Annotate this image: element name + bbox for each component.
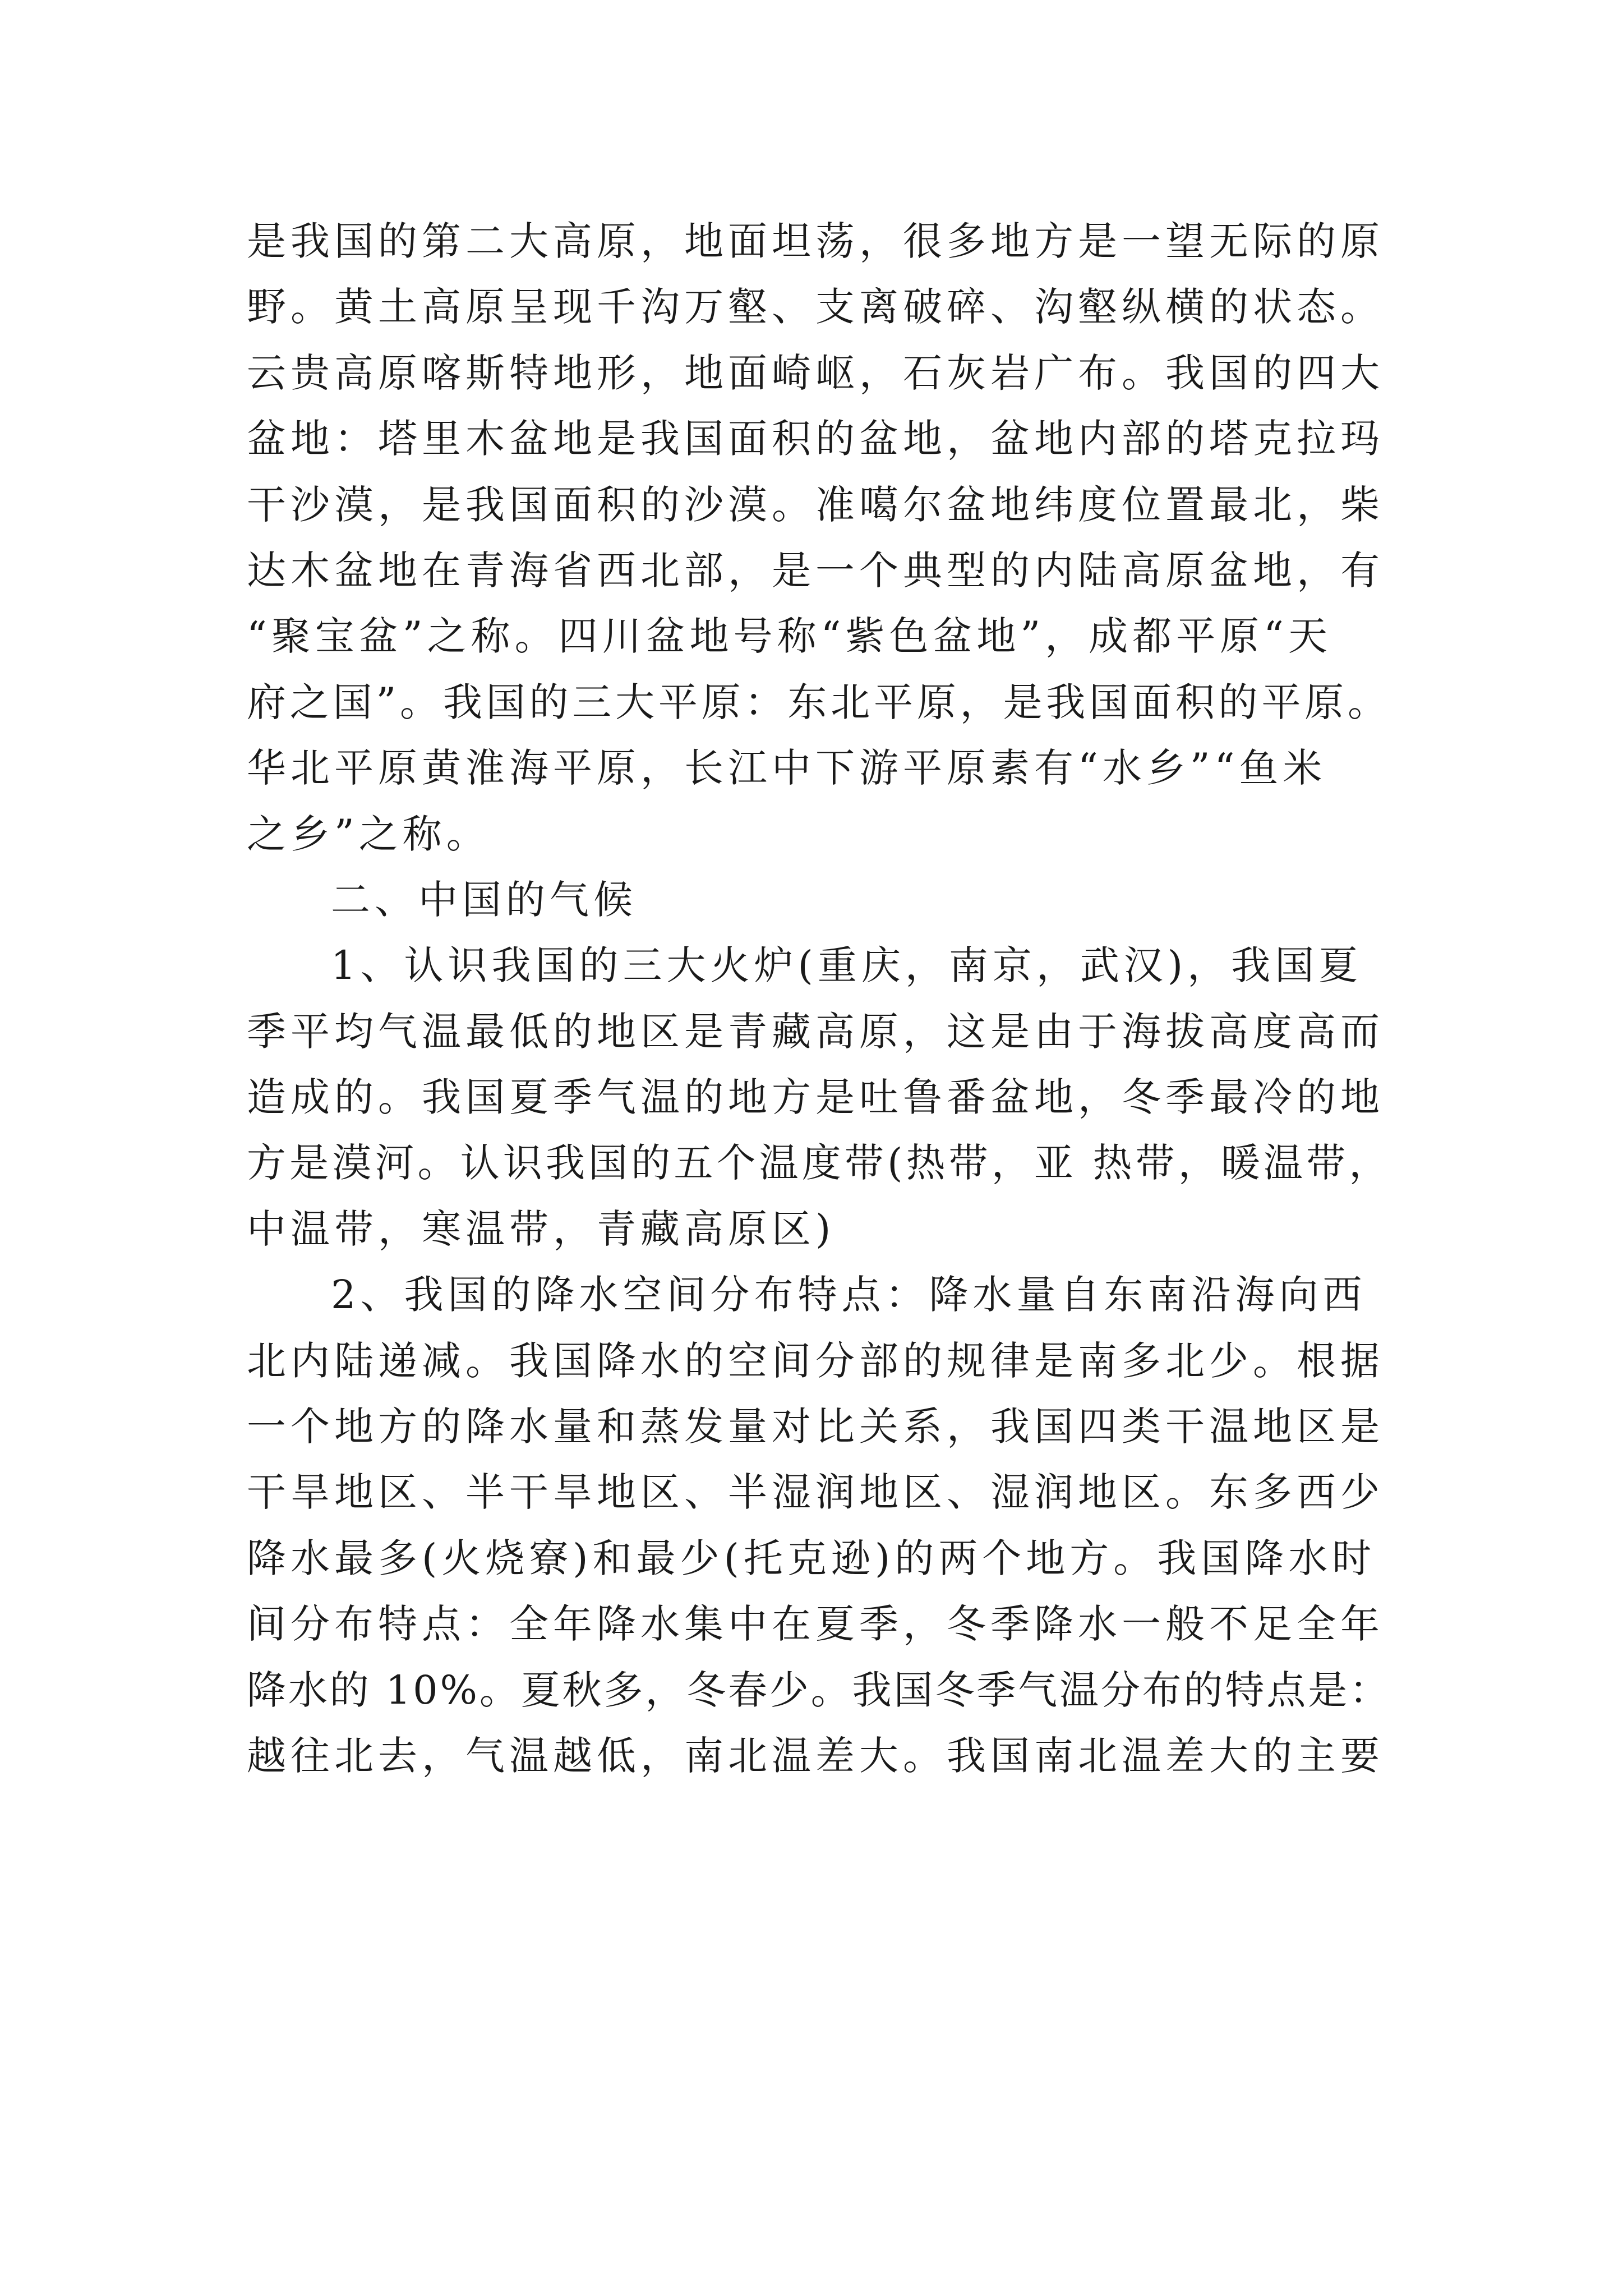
text-line: 中温带，寒温带，青藏高原区) (247, 1205, 836, 1252)
text-line: 盆地：塔里木盆地是我国面积的盆地，盆地内部的塔克拉玛 (247, 416, 1384, 462)
text-line: 造成的。我国夏季气温的地方是吐鲁番盆地，冬季最冷的地 (247, 1074, 1384, 1121)
text-line: 方是漠河。认识我国的五个温度带(热带，亚 热带，暖温带， (247, 1140, 1392, 1186)
text-line: 间分布特点：全年降水集中在夏季，冬季降水一般不足全年 (247, 1601, 1384, 1648)
text-line: 是我国的第二大高原，地面坦荡，很多地方是一望无际的原 (247, 218, 1384, 264)
paragraph-first-line: 1、认识我国的三大火炉(重庆，南京，武汉)，我国夏 (331, 942, 1363, 989)
text-line: 府之国”。我国的三大平原：东北平原，是我国面积的平原。 (247, 679, 1391, 725)
text-line: 华北平原黄淮海平原，长江中下游平原素有“水乡”“鱼米 (247, 745, 1327, 792)
text-line: 干旱地区、半干旱地区、半湿润地区、湿润地区。东多西少 (247, 1469, 1384, 1516)
text-line: 降水的 10%。夏秋多，冬春少。我国冬季气温分布的特点是： (247, 1667, 1391, 1713)
text-line: 云贵高原喀斯特地形，地面崎岖，石灰岩广布。我国的四大 (247, 349, 1384, 396)
text-line: 北内陆递减。我国降水的空间分部的规律是南多北少。根据 (247, 1337, 1384, 1384)
body-text (247, 209, 1392, 1789)
text-line: “聚宝盆”之称。四川盆地号称“紫色盆地”，成都平原“天 (247, 613, 1332, 660)
paragraph-first-line: 二、中国的气候 (331, 876, 637, 923)
text-line: 干沙漠，是我国面积的沙漠。准噶尔盆地纬度位置最北，柴 (247, 481, 1384, 528)
text-line: 之乡”之称。 (247, 811, 490, 857)
text-line: 降水最多(火烧寮)和最少(托克逊)的两个地方。我国降水时 (247, 1535, 1376, 1581)
paragraph-first-line: 2、我国的降水空间分布特点：降水量自东南沿海向西 (331, 1272, 1367, 1318)
text-line: 季平均气温最低的地区是青藏高原，这是由于海拔高度高而 (247, 1008, 1384, 1055)
text-line: 野。黄土高原呈现千沟万壑、支离破碎、沟壑纵横的状态。 (247, 284, 1384, 330)
text-line: 越往北去，气温越低，南北温差大。我国南北温差大的主要 (247, 1732, 1384, 1779)
text-line: 一个地方的降水量和蒸发量对比关系，我国四类干温地区是 (247, 1404, 1384, 1450)
text-line: 达木盆地在青海省西北部，是一个典型的内陆高原盆地，有 (247, 547, 1384, 593)
